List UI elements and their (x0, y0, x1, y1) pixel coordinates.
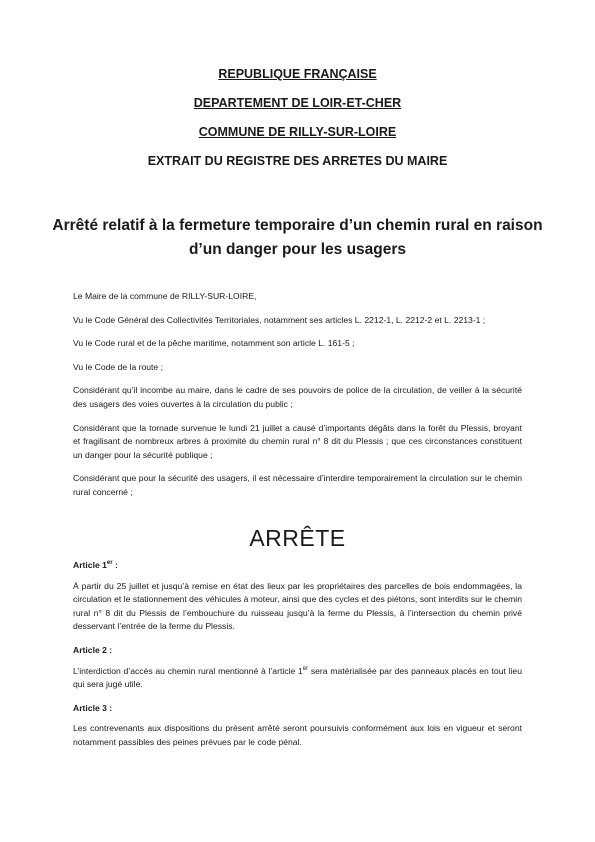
articles (73, 559, 522, 760)
article-3-text: Les contrevenants aux dispositions du présent arrêté seront poursuivis conformément aux lois en vigueur et seront notamment passibles des peines prévues par le code pénal. (73, 723, 522, 747)
article-2-heading: Article 2 : (73, 644, 113, 655)
document-title: Arrêté relatif à la fermeture temporaire d’un chemin rural en raison d’un danger pour les usagers (52, 217, 543, 258)
header-republic: REPUBLIQUE FRANÇAISE (218, 67, 377, 81)
arrete-heading: ARRÊTE (249, 525, 346, 551)
preamble-paragraph: Vu le Code rural et de la pêche maritime, notamment son article L. 161-5 ; (73, 338, 355, 349)
preamble-paragraph: Vu le Code Général des Collectivités Territoriales, notamment ses articles L. 2212-1, L. 2212-2 et L. 2213-1 ; (73, 314, 486, 325)
preamble-paragraph: Vu le Code de la route ; (73, 361, 163, 372)
preamble-paragraph: Le Maire de la commune de RILLY-SUR-LOIRE, (73, 291, 257, 301)
article-1-text: À partir du 25 juillet et jusqu’à remise en état des lieux par les propriétaires des parcelles de bois endommagées, la circulation et le stationnement des véhicules à moteur, ainsi que des cycles et des piétons, sont interdits sur le chemin rural n° 8 dit du Plessis de l’embouchure du ruisseau jusqu’à la ferme du Plessis, à l’intersection du chemin privé desservant l’entrée de la ferme du Plessis. (73, 580, 522, 632)
article-2-text: L’interdiction d’accès au chemin rural mentionné à l’article 1er sera matérialisée par des panneaux placés en tout lieu qui sera jugé utile. (73, 665, 522, 690)
preamble-paragraph: Considérant que pour la sécurité des usagers, il est nécessaire d’interdire temporairement la circulation sur le chemin rural concerné ; (73, 473, 522, 497)
header-registry: EXTRAIT DU REGISTRE DES ARRETES DU MAIRE (147, 154, 448, 168)
article-3-heading: Article 3 : (73, 702, 113, 713)
preamble (73, 290, 522, 510)
article-1-heading: Article 1er : (73, 560, 118, 570)
header-commune: COMMUNE DE RILLY-SUR-LOIRE (198, 125, 397, 139)
preamble-paragraph: Considérant que la tornade survenue le lundi 21 juillet a causé d’importants dégâts dans la forêt du Plessis, broyant et fragilisant de nombreux arbres à proximité du chemin rural n° 8 dit du Plessis ; que ces circonstances constituent un danger pour la sécurité publique ; (73, 422, 522, 460)
document-header (0, 66, 595, 182)
preamble-paragraph: Considérant qu’il incombe au maire, dans le cadre de ses pouvoirs de police de la circulation, de veiller à la sécurité des usagers des voies ouvertes à la circulation du public ; (73, 385, 522, 409)
header-department: DEPARTEMENT DE LOIR-ET-CHER (193, 96, 402, 110)
